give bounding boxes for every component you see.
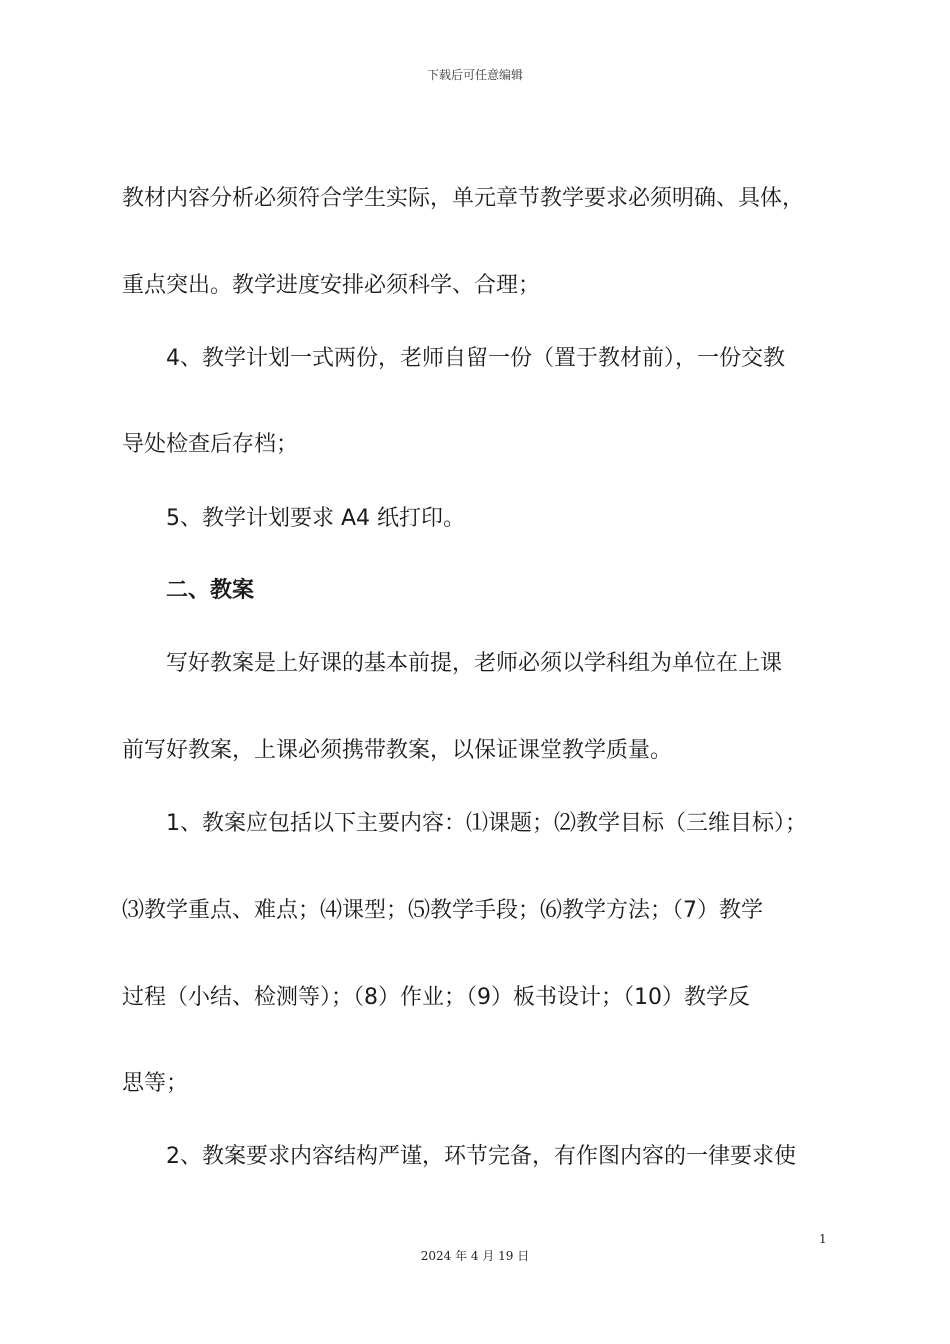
body-line-11: 过程（小结、检测等）；（8）作业；（9）板书设计；（10）教学反 <box>122 985 750 1010</box>
body-line-5: 5、教学计划要求 A4 纸打印。 <box>166 506 466 531</box>
body-line-9: 1、教案应包括以下主要内容：⑴课题；⑵教学目标（三维目标）； <box>166 811 807 836</box>
body-line-4: 导处检查后存档； <box>122 432 299 457</box>
page-number: 1 <box>819 1232 827 1246</box>
section-heading: 二、教案 <box>166 578 255 603</box>
footer-date: 2024 年 4 月 19 日 <box>420 1249 530 1263</box>
body-line-12: 思等； <box>122 1071 189 1096</box>
body-line-1: 教材内容分析必须符合学生实际，单元章节教学要求必须明确、具体， <box>122 186 805 211</box>
body-line-2: 重点突出。教学进度安排必须科学、合理； <box>122 273 541 298</box>
body-line-8: 前写好教案，上课必须携带教案，以保证课堂教学质量。 <box>122 738 673 763</box>
body-line-7: 写好教案是上好课的基本前提，老师必须以学科组为单位在上课 <box>166 651 783 676</box>
body-line-3: 4、教学计划一式两份，老师自留一份（置于教材前），一份交教 <box>166 346 785 371</box>
page-header: 下载后可任意编辑 <box>426 68 523 82</box>
body-line-13: 2、教案要求内容结构严谨，环节完备，有作图内容的一律要求使 <box>166 1144 796 1169</box>
body-line-10: ⑶教学重点、难点；⑷课型；⑸教学手段；⑹教学方法；（7）教学 <box>122 898 763 923</box>
